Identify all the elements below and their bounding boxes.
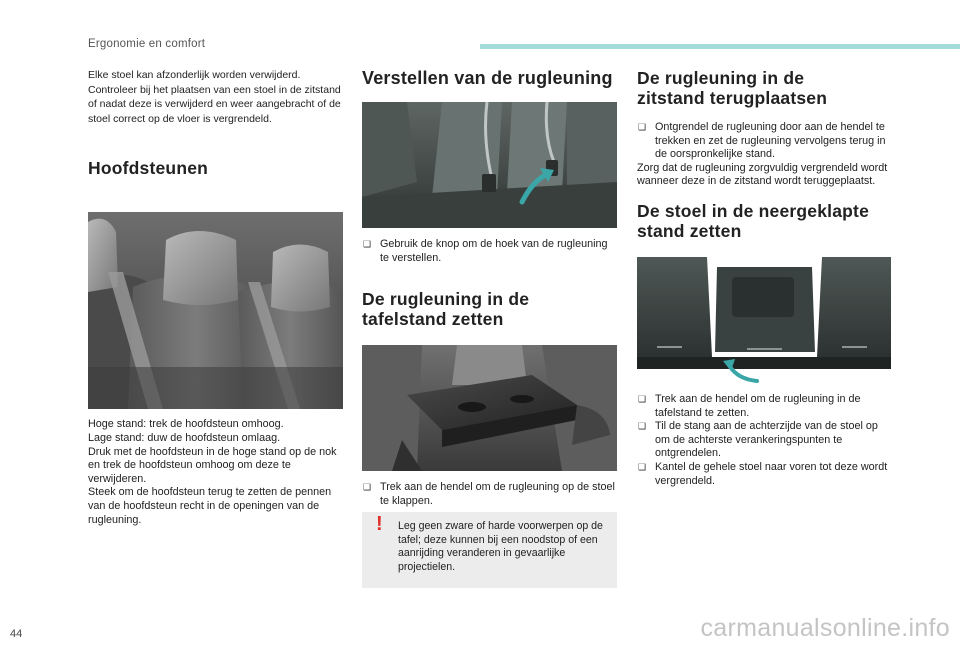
headrest-instructions	[88, 418, 343, 527]
column-middle	[362, 68, 617, 508]
instruction-line: Hoge stand: trek de hoofdsteun omhoog.	[88, 418, 284, 431]
bullet-fold-step: ❑ Trek aan de hendel om de rugleuning in de tafelstand te zetten.	[638, 392, 861, 419]
warning-text: Leg geen zware of harde voorwerpen op de tafel; deze kunnen bij een noodstop of een aanrijding veranderen in gevaarlijke projectielen.	[398, 520, 603, 573]
watermark: carmanualsonline.info	[700, 614, 950, 642]
heading-hoofdsteunen: Hoofdsteunen	[88, 158, 209, 179]
heading-seated-position: De rugleuning in de zitstand terugplaatsen	[637, 68, 828, 108]
page-number: 44	[10, 628, 23, 640]
bullet-marker-icon: ❑	[638, 461, 647, 472]
bullet-marker-icon: ❑	[638, 421, 647, 432]
table-position-photo	[362, 345, 617, 471]
section-title: Ergonomie en comfort	[88, 38, 206, 50]
bullet-marker-icon: ❑	[363, 239, 372, 249]
column-left	[88, 68, 343, 527]
bullet-fold-step: ❑ Til de stang aan de achterzijde van de stoel op om de achterste verankeringspunten te ontgrendelen.	[638, 420, 878, 460]
heading-recline: Verstellen van de rugleuning	[362, 68, 613, 88]
bullet-recline: ❑ Gebruik de knop om de hoek van de rugleuning te verstellen.	[363, 238, 608, 264]
warning-box	[362, 512, 617, 588]
instruction-line: Steek om de hoofdsteun terug te zetten de pennen van de hoofdsteun recht in de openingen van de rugleuning.	[88, 486, 332, 526]
instruction-line: Lage stand: duw de hoofdsteun omlaag.	[88, 431, 281, 444]
bullet-marker-icon: ❑	[638, 122, 647, 132]
bullet-fold-step: ❑ Kantel de gehele stoel naar voren tot deze wordt vergrendeld.	[638, 460, 888, 487]
warning-exclamation-icon: !	[376, 513, 383, 535]
instruction-line: Druk met de hoofdsteun in de hoge stand op de nok en trek de hoofdsteun omhoog om deze te verwijderen.	[88, 445, 337, 485]
heading-table-position: De rugleuning in de tafelstand zetten	[362, 289, 530, 330]
heading-folded-position: De stoel in de neergeklapte stand zetten	[637, 200, 870, 241]
section-accent-bar	[480, 44, 960, 49]
bullet-table-position: ❑ Trek aan de hendel om de rugleuning op de stoel te klappen.	[363, 481, 615, 507]
headrests-photo	[88, 212, 343, 409]
intro-paragraph: Elke stoel kan afzonderlijk worden verwijderd. Controleer bij het plaatsen van een stoel in de zitstand of nadat deze is verwijderd en weer aangebracht of de stoel correct op de vloer is vergrendeld.	[88, 69, 341, 125]
folded-seat-photo	[637, 257, 891, 385]
bullet-marker-icon: ❑	[638, 393, 647, 404]
bullet-unlock-seatback: ❑ Ontgrendel de rugleuning door aan de hendel te trekken en zet de rugleuning vervolgens terug in de oorspronkelijke stand.	[638, 121, 886, 161]
fold-steps	[637, 393, 895, 488]
recline-photo	[362, 102, 617, 228]
column-right	[637, 68, 895, 488]
seatback-lock-note: Zorg dat de rugleuning zorgvuldig vergrendeld wordt wanneer deze in de zitstand wordt teruggeplaatst.	[637, 161, 888, 188]
bullet-marker-icon: ❑	[363, 482, 372, 493]
